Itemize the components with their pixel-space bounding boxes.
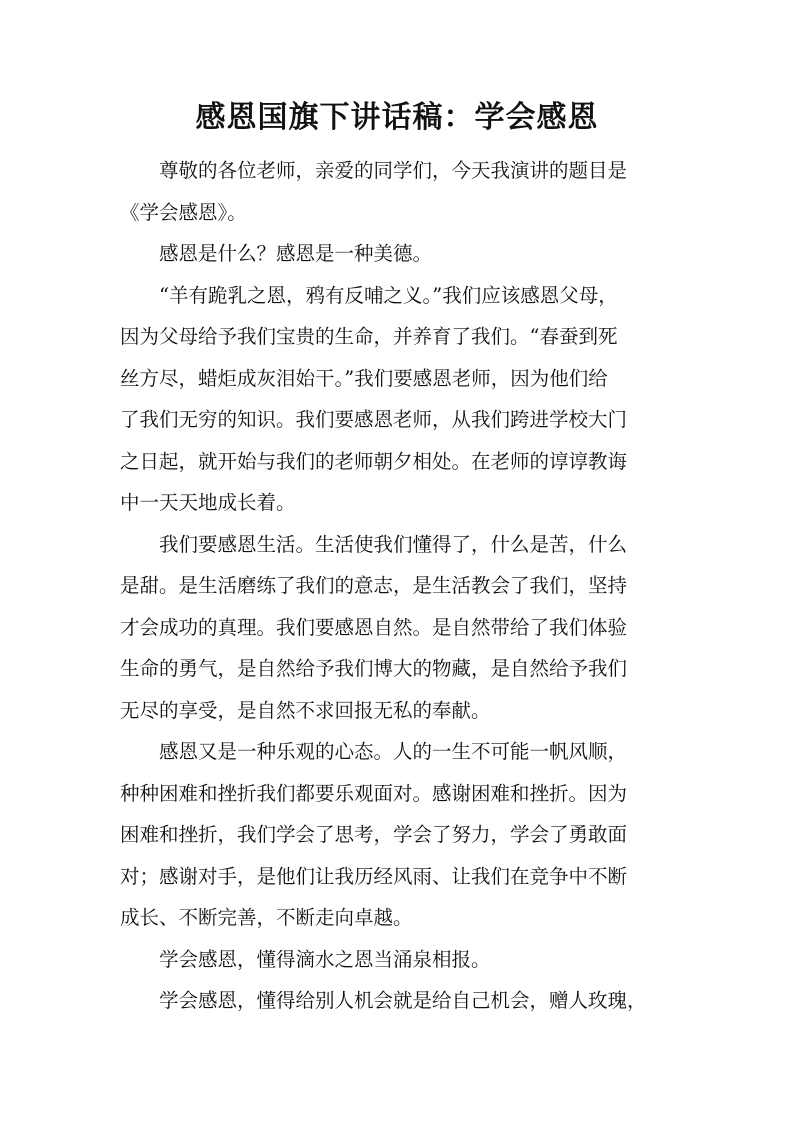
paragraph-greeting: 尊敬的各位老师，亲爱的同学们，今天我演讲的题目是 《学会感恩》。 <box>120 159 628 224</box>
document-body <box>120 150 678 1022</box>
document-title: 感恩国旗下讲话稿：学会感恩 <box>195 100 599 135</box>
paragraph-what-is-gratitude: 感恩是什么？感恩是一种美德。 <box>159 242 433 265</box>
paragraph-parents-teachers: “羊有跪乳之恩，鸦有反哺之义。”我们应该感恩父母， 因为父母给予我们宝贵的生命，并养育了我们。“春蚕到死 丝方尽，蜡炬成灰泪始干。”我们要感恩老师，因为他们给 了我们无穷的知识。我们要感恩老师，从我们跨进学校大门 之日起，就开始与我们的老师朝夕相处。在老师的谆谆教诲 中一天天地成长着。 <box>120 283 628 514</box>
paragraph-repay-kindness: 学会感恩，懂得滴水之恩当涌泉相报。 <box>159 947 491 971</box>
paragraph-optimism: 感恩又是一种乐观的心态。人的一生不可能一帆风顺， 种种困难和挫折我们都要乐观面对。感谢困难和挫折。因为 困难和挫折，我们学会了思考，学会了努力，学会了勇敢面 对；感谢对手，是他们让我历经风雨、让我们在竞争中不断 成长、不断完善，不断走向卓越。 <box>120 740 628 929</box>
paragraph-give-chances: 学会感恩，懂得给别人机会就是给自己机会，赠人玫瑰， <box>159 989 647 1012</box>
paragraph-life-nature: 我们要感恩生活。生活使我们懂得了，什么是苦，什么 是甜。是生活磨练了我们的意志，是生活教会了我们，坚持 才会成功的真理。我们要感恩自然。是自然带给了我们体验 生命的勇气，是自然给予我们博大的物藏，是自然给予我们 无尽的享受，是自然不求回报无私的奉献。 <box>120 532 628 722</box>
